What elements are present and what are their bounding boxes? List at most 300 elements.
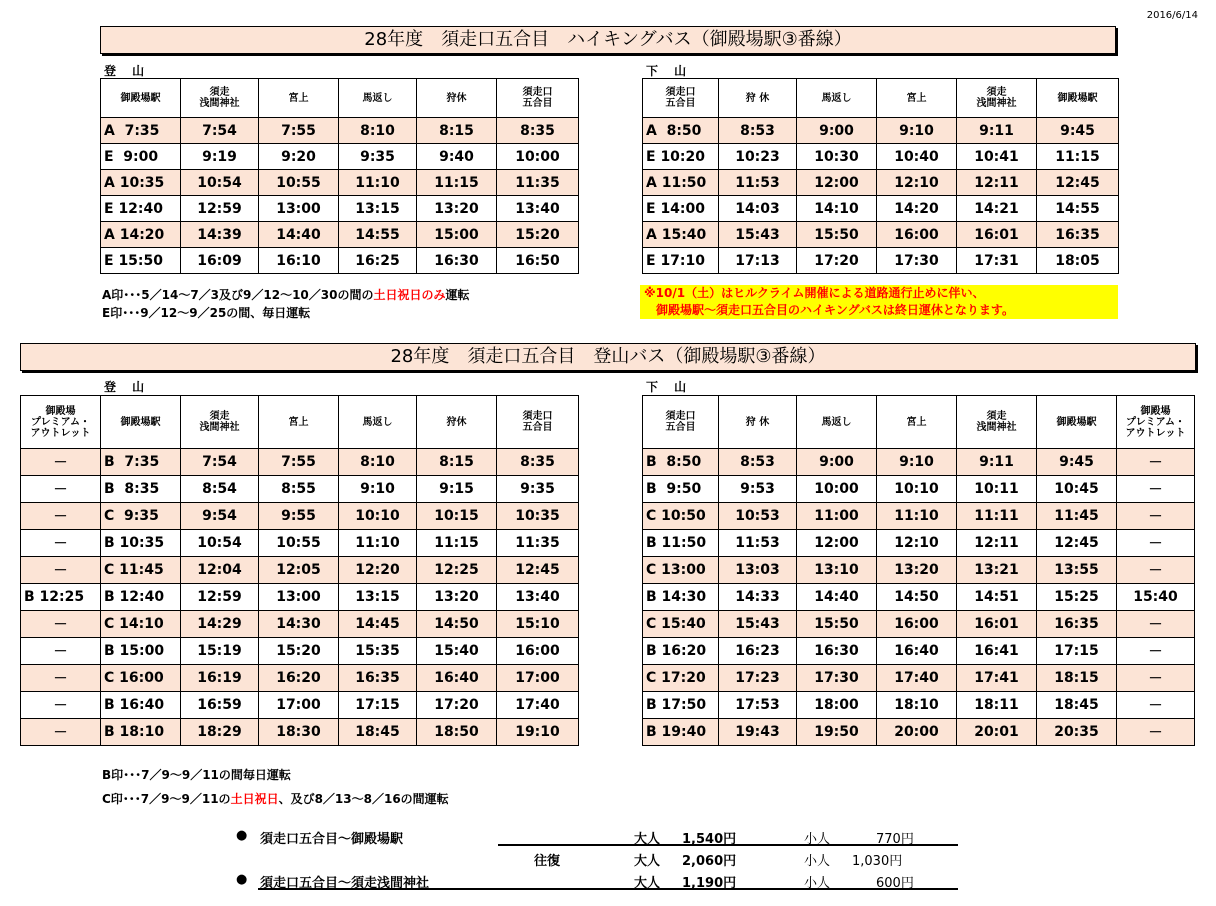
table-row <box>643 665 1195 692</box>
time-cell: 14:10 <box>797 196 877 222</box>
time-cell: － <box>1117 719 1195 746</box>
column-header: 御殿場駅 <box>101 79 181 118</box>
time-cell: 10:23 <box>719 144 797 170</box>
table-row <box>643 476 1195 503</box>
header-row <box>643 396 1195 449</box>
table-row <box>643 196 1119 222</box>
time-cell: 17:41 <box>957 665 1037 692</box>
note-c-text: C印･･･7／9～9／11の <box>102 792 231 806</box>
time-cell: 11:15 <box>417 530 497 557</box>
column-header: 御殿場 プレミアム・ アウトレット <box>1117 396 1195 449</box>
time-cell: 8:15 <box>417 118 497 144</box>
time-cell: 12:05 <box>259 557 339 584</box>
column-header: 須走 浅間神社 <box>957 79 1037 118</box>
time-cell: － <box>1117 449 1195 476</box>
time-cell: 11:10 <box>339 530 417 557</box>
time-cell: 12:00 <box>797 530 877 557</box>
time-cell: － <box>21 611 101 638</box>
time-cell: 12:04 <box>181 557 259 584</box>
notice-line-2: 御殿場駅～須走口五合目のハイキングバスは終日運休となります。 <box>644 303 1014 317</box>
time-cell: 9:00 <box>797 118 877 144</box>
time-cell: 8:53 <box>719 118 797 144</box>
column-header: 須走 浅間神社 <box>181 396 259 449</box>
time-cell: 17:15 <box>1037 638 1117 665</box>
table-row <box>643 719 1195 746</box>
time-cell: 15:20 <box>497 222 579 248</box>
time-cell: 9:55 <box>259 503 339 530</box>
fare-route-2-adult-label: 大人 <box>634 876 661 891</box>
time-cell: 9:45 <box>1037 118 1119 144</box>
time-cell: 14:20 <box>877 196 957 222</box>
time-cell: － <box>21 476 101 503</box>
time-cell: 12:11 <box>957 170 1037 196</box>
time-cell: B 12:25 <box>21 584 101 611</box>
time-cell: 10:55 <box>259 530 339 557</box>
fare-roundtrip-label: 往復 <box>534 854 561 869</box>
time-cell: 10:10 <box>339 503 417 530</box>
note-c <box>102 790 449 808</box>
time-cell: 11:00 <box>797 503 877 530</box>
time-cell: 10:53 <box>719 503 797 530</box>
note-b: B印･･･7／9～9／11の間毎日運転 <box>102 768 291 782</box>
time-cell: A 7:35 <box>101 118 181 144</box>
column-header: 御殿場駅 <box>1037 79 1119 118</box>
time-cell: 17:53 <box>719 692 797 719</box>
time-cell: 9:53 <box>719 476 797 503</box>
time-cell: 11:15 <box>1037 144 1119 170</box>
time-cell: A 15:40 <box>643 222 719 248</box>
time-cell: 13:40 <box>497 196 579 222</box>
time-cell: 15:10 <box>497 611 579 638</box>
header-row <box>101 79 579 118</box>
table-row <box>21 692 579 719</box>
time-cell: 15:25 <box>1037 584 1117 611</box>
time-cell: 16:35 <box>1037 611 1117 638</box>
time-cell: 13:20 <box>877 557 957 584</box>
time-cell: 14:50 <box>417 611 497 638</box>
time-cell: 8:10 <box>339 118 417 144</box>
time-cell: － <box>21 719 101 746</box>
hiking-bus-title: 28年度 須走口五合目 ハイキングバス（御殿場駅③番線） <box>100 26 1116 54</box>
fare-route-2: 須走口五合目～須走浅間神社 <box>260 876 430 891</box>
time-cell: 14:40 <box>259 222 339 248</box>
note-a-text: A印･･･5／14～7／3及び9／12～10／30の間の <box>102 288 374 302</box>
time-cell: C 10:50 <box>643 503 719 530</box>
fare-roundtrip-child-label: 小人 <box>804 854 831 869</box>
note-c-highlight: 土日祝日 <box>230 792 279 806</box>
table-row <box>643 692 1195 719</box>
time-cell: 9:11 <box>957 118 1037 144</box>
hiking-down-label: 下 山 <box>646 64 693 78</box>
time-cell: 18:29 <box>181 719 259 746</box>
table-row <box>21 611 579 638</box>
time-cell: 15:43 <box>719 611 797 638</box>
table-row <box>21 584 579 611</box>
time-cell: － <box>21 665 101 692</box>
time-cell: 18:10 <box>877 692 957 719</box>
time-cell: 13:55 <box>1037 557 1117 584</box>
time-cell: B 17:50 <box>643 692 719 719</box>
time-cell: 8:15 <box>417 449 497 476</box>
time-cell: E 12:40 <box>101 196 181 222</box>
fare-route-2-child-label: 小人 <box>804 876 831 891</box>
time-cell: 19:43 <box>719 719 797 746</box>
table-row <box>101 248 579 274</box>
time-cell: 12:45 <box>497 557 579 584</box>
time-cell: 18:50 <box>417 719 497 746</box>
time-cell: 10:30 <box>797 144 877 170</box>
time-cell: 17:30 <box>877 248 957 274</box>
header-row <box>643 79 1119 118</box>
time-cell: 14:39 <box>181 222 259 248</box>
fare-route-2-child: 600円 <box>876 876 914 891</box>
time-cell: E 10:20 <box>643 144 719 170</box>
table-row <box>643 611 1195 638</box>
column-header: 須走口 五合目 <box>643 396 719 449</box>
time-cell: 8:35 <box>497 118 579 144</box>
time-cell: － <box>1117 638 1195 665</box>
column-header: 馬返し <box>797 396 877 449</box>
time-cell: 13:15 <box>339 584 417 611</box>
table-row <box>101 196 579 222</box>
time-cell: 17:15 <box>339 692 417 719</box>
fare-roundtrip-adult-label: 大人 <box>634 854 661 869</box>
time-cell: 16:01 <box>957 611 1037 638</box>
column-header: 宮上 <box>877 79 957 118</box>
table-row <box>643 144 1119 170</box>
time-cell: 16:10 <box>259 248 339 274</box>
cancellation-notice <box>640 285 1118 319</box>
climbing-down-label: 下 山 <box>646 380 693 394</box>
time-cell: 16:41 <box>957 638 1037 665</box>
time-cell: 15:19 <box>181 638 259 665</box>
fare-line-2 <box>258 872 958 890</box>
hiking-up-label: 登 山 <box>104 64 151 78</box>
time-cell: 16:35 <box>339 665 417 692</box>
time-cell: 16:40 <box>877 638 957 665</box>
table-row <box>643 503 1195 530</box>
fare-route-1-adult-label: 大人 <box>634 832 661 847</box>
table-row <box>643 530 1195 557</box>
note-a <box>102 286 470 304</box>
time-cell: － <box>1117 557 1195 584</box>
column-header: 須走口 五合目 <box>497 396 579 449</box>
time-cell: 16:30 <box>797 638 877 665</box>
time-cell: 20:00 <box>877 719 957 746</box>
time-cell: － <box>21 530 101 557</box>
time-cell: 10:45 <box>1037 476 1117 503</box>
fare-route-1: 須走口五合目～御殿場駅 <box>260 832 404 847</box>
climbing-up-timetable <box>20 395 579 746</box>
time-cell: E 14:00 <box>643 196 719 222</box>
time-cell: 14:29 <box>181 611 259 638</box>
time-cell: B 12:40 <box>101 584 181 611</box>
time-cell: 10:11 <box>957 476 1037 503</box>
column-header: 宮上 <box>877 396 957 449</box>
time-cell: 16:01 <box>957 222 1037 248</box>
time-cell: 12:11 <box>957 530 1037 557</box>
column-header: 須走口 五合目 <box>497 79 579 118</box>
table-row <box>21 449 579 476</box>
time-cell: 20:01 <box>957 719 1037 746</box>
column-header: 宮上 <box>259 79 339 118</box>
column-header: 狩 休 <box>719 79 797 118</box>
time-cell: 11:35 <box>497 170 579 196</box>
time-cell: 14:03 <box>719 196 797 222</box>
column-header: 須走口 五合目 <box>643 79 719 118</box>
time-cell: C 9:35 <box>101 503 181 530</box>
time-cell: 10:15 <box>417 503 497 530</box>
time-cell: C 17:20 <box>643 665 719 692</box>
time-cell: E 15:50 <box>101 248 181 274</box>
fare-row-roundtrip <box>236 850 958 868</box>
time-cell: 14:33 <box>719 584 797 611</box>
time-cell: 15:20 <box>259 638 339 665</box>
column-header: 馬返し <box>339 79 417 118</box>
time-cell: 11:10 <box>877 503 957 530</box>
time-cell: 14:51 <box>957 584 1037 611</box>
time-cell: 9:35 <box>497 476 579 503</box>
table-row <box>21 476 579 503</box>
time-cell: 14:40 <box>797 584 877 611</box>
column-header: 狩休 <box>417 79 497 118</box>
time-cell: B 18:10 <box>101 719 181 746</box>
table-row <box>21 665 579 692</box>
time-cell: － <box>21 638 101 665</box>
time-cell: － <box>1117 530 1195 557</box>
time-cell: 11:45 <box>1037 503 1117 530</box>
time-cell: 14:50 <box>877 584 957 611</box>
time-cell: 19:50 <box>797 719 877 746</box>
fare-roundtrip-child: 1,030円 <box>852 854 903 869</box>
time-cell: C 14:10 <box>101 611 181 638</box>
column-header: 狩休 <box>417 396 497 449</box>
time-cell: B 19:40 <box>643 719 719 746</box>
time-cell: 16:00 <box>877 611 957 638</box>
time-cell: 10:41 <box>957 144 1037 170</box>
time-cell: 14:45 <box>339 611 417 638</box>
fare-route-1-child-label: 小人 <box>804 832 831 847</box>
time-cell: 16:00 <box>497 638 579 665</box>
table-row <box>643 638 1195 665</box>
time-cell: 13:40 <box>497 584 579 611</box>
time-cell: 10:10 <box>877 476 957 503</box>
time-cell: 16:09 <box>181 248 259 274</box>
time-cell: 12:20 <box>339 557 417 584</box>
time-cell: C 16:00 <box>101 665 181 692</box>
time-cell: A 10:35 <box>101 170 181 196</box>
time-cell: C 11:45 <box>101 557 181 584</box>
time-cell: 16:19 <box>181 665 259 692</box>
time-cell: 17:00 <box>497 665 579 692</box>
time-cell: B 9:50 <box>643 476 719 503</box>
table-row <box>643 248 1119 274</box>
note-c-suffix: 、及び8／13～8／16の間運転 <box>278 792 449 806</box>
column-header: 御殿場駅 <box>1037 396 1117 449</box>
hiking-up-timetable <box>100 78 579 274</box>
table-row <box>643 118 1119 144</box>
time-cell: B 16:40 <box>101 692 181 719</box>
time-cell: 13:21 <box>957 557 1037 584</box>
time-cell: 8:53 <box>719 449 797 476</box>
note-a-highlight: 土日祝日のみ <box>373 288 446 302</box>
time-cell: 16:40 <box>417 665 497 692</box>
time-cell: 12:59 <box>181 196 259 222</box>
header-row <box>21 396 579 449</box>
time-cell: － <box>1117 476 1195 503</box>
table-row <box>643 557 1195 584</box>
time-cell: A 11:50 <box>643 170 719 196</box>
time-cell: 11:15 <box>417 170 497 196</box>
time-cell: 9:00 <box>797 449 877 476</box>
table-row <box>21 719 579 746</box>
time-cell: 15:35 <box>339 638 417 665</box>
time-cell: － <box>1117 692 1195 719</box>
time-cell: 13:20 <box>417 196 497 222</box>
climbing-bus-title: 28年度 須走口五合目 登山バス（御殿場駅③番線） <box>20 343 1196 371</box>
time-cell: 9:11 <box>957 449 1037 476</box>
table-row <box>643 584 1195 611</box>
time-cell: － <box>1117 503 1195 530</box>
time-cell: 16:25 <box>339 248 417 274</box>
hiking-down-timetable <box>642 78 1119 274</box>
time-cell: 9:35 <box>339 144 417 170</box>
time-cell: 16:50 <box>497 248 579 274</box>
time-cell: 12:45 <box>1037 530 1117 557</box>
time-cell: 10:54 <box>181 530 259 557</box>
time-cell: 11:35 <box>497 530 579 557</box>
table-row <box>101 170 579 196</box>
table-row <box>21 530 579 557</box>
time-cell: A 14:20 <box>101 222 181 248</box>
time-cell: 17:20 <box>417 692 497 719</box>
time-cell: 13:03 <box>719 557 797 584</box>
time-cell: 11:53 <box>719 530 797 557</box>
time-cell: － <box>21 692 101 719</box>
time-cell: 12:00 <box>797 170 877 196</box>
fare-route-1-adult: 1,540円 <box>682 832 737 847</box>
climbing-up-label: 登 山 <box>104 380 151 394</box>
time-cell: B 10:35 <box>101 530 181 557</box>
time-cell: B 15:00 <box>101 638 181 665</box>
time-cell: 9:40 <box>417 144 497 170</box>
time-cell: 11:11 <box>957 503 1037 530</box>
time-cell: 18:05 <box>1037 248 1119 274</box>
time-cell: 9:15 <box>417 476 497 503</box>
table-row <box>21 638 579 665</box>
time-cell: 13:00 <box>259 196 339 222</box>
time-cell: 10:00 <box>797 476 877 503</box>
column-header: 須走 浅間神社 <box>957 396 1037 449</box>
time-cell: C 15:40 <box>643 611 719 638</box>
time-cell: － <box>1117 665 1195 692</box>
bullet-icon: ● <box>236 828 248 843</box>
time-cell: － <box>21 557 101 584</box>
time-cell: 10:35 <box>497 503 579 530</box>
table-row <box>21 557 579 584</box>
column-header: 御殿場 プレミアム・ アウトレット <box>21 396 101 449</box>
time-cell: 14:55 <box>339 222 417 248</box>
time-cell: 14:21 <box>957 196 1037 222</box>
time-cell: 15:40 <box>1117 584 1195 611</box>
time-cell: 17:40 <box>877 665 957 692</box>
time-cell: 11:10 <box>339 170 417 196</box>
time-cell: 18:11 <box>957 692 1037 719</box>
column-header: 須走 浅間神社 <box>181 79 259 118</box>
time-cell: 15:43 <box>719 222 797 248</box>
time-cell: 7:55 <box>259 118 339 144</box>
time-cell: 16:20 <box>259 665 339 692</box>
fare-row-2 <box>236 872 958 890</box>
time-cell: 18:45 <box>339 719 417 746</box>
notice-line-1: ※10/1（土）はヒルクライム開催による道路通行止めに伴い、 <box>644 286 985 300</box>
time-cell: 17:31 <box>957 248 1037 274</box>
time-cell: B 7:35 <box>101 449 181 476</box>
time-cell: 7:55 <box>259 449 339 476</box>
time-cell: 11:53 <box>719 170 797 196</box>
note-e: E印･･･9／12～9／25の間、毎日運転 <box>102 306 311 320</box>
time-cell: 15:40 <box>417 638 497 665</box>
fare-row-1 <box>236 828 958 846</box>
time-cell: 12:10 <box>877 530 957 557</box>
column-header: 御殿場駅 <box>101 396 181 449</box>
column-header: 馬返し <box>339 396 417 449</box>
time-cell: 13:00 <box>259 584 339 611</box>
time-cell: 19:10 <box>497 719 579 746</box>
time-cell: 17:40 <box>497 692 579 719</box>
time-cell: 8:55 <box>259 476 339 503</box>
time-cell: 10:54 <box>181 170 259 196</box>
time-cell: 7:54 <box>181 118 259 144</box>
time-cell: E 17:10 <box>643 248 719 274</box>
time-cell: 15:00 <box>417 222 497 248</box>
time-cell: 15:50 <box>797 222 877 248</box>
time-cell: E 9:00 <box>101 144 181 170</box>
note-a-suffix: 運転 <box>445 288 470 302</box>
time-cell: 17:00 <box>259 692 339 719</box>
time-cell: 18:00 <box>797 692 877 719</box>
fare-route-2-adult: 1,190円 <box>682 876 737 891</box>
time-cell: 12:59 <box>181 584 259 611</box>
time-cell: 16:00 <box>877 222 957 248</box>
time-cell: － <box>21 503 101 530</box>
time-cell: 10:55 <box>259 170 339 196</box>
column-header: 宮上 <box>259 396 339 449</box>
bullet-icon: ● <box>236 872 248 887</box>
time-cell: B 14:30 <box>643 584 719 611</box>
time-cell: 16:23 <box>719 638 797 665</box>
table-row <box>101 222 579 248</box>
time-cell: B 11:50 <box>643 530 719 557</box>
climbing-down-timetable <box>642 395 1195 746</box>
time-cell: 9:45 <box>1037 449 1117 476</box>
time-cell: 7:54 <box>181 449 259 476</box>
time-cell: C 13:00 <box>643 557 719 584</box>
time-cell: A 8:50 <box>643 118 719 144</box>
time-cell: 8:10 <box>339 449 417 476</box>
time-cell: B 8:35 <box>101 476 181 503</box>
time-cell: 9:19 <box>181 144 259 170</box>
column-header: 馬返し <box>797 79 877 118</box>
time-cell: 12:10 <box>877 170 957 196</box>
time-cell: 13:20 <box>417 584 497 611</box>
table-row <box>643 222 1119 248</box>
time-cell: 13:10 <box>797 557 877 584</box>
time-cell: 17:30 <box>797 665 877 692</box>
time-cell: 16:59 <box>181 692 259 719</box>
time-cell: 17:13 <box>719 248 797 274</box>
time-cell: 9:20 <box>259 144 339 170</box>
